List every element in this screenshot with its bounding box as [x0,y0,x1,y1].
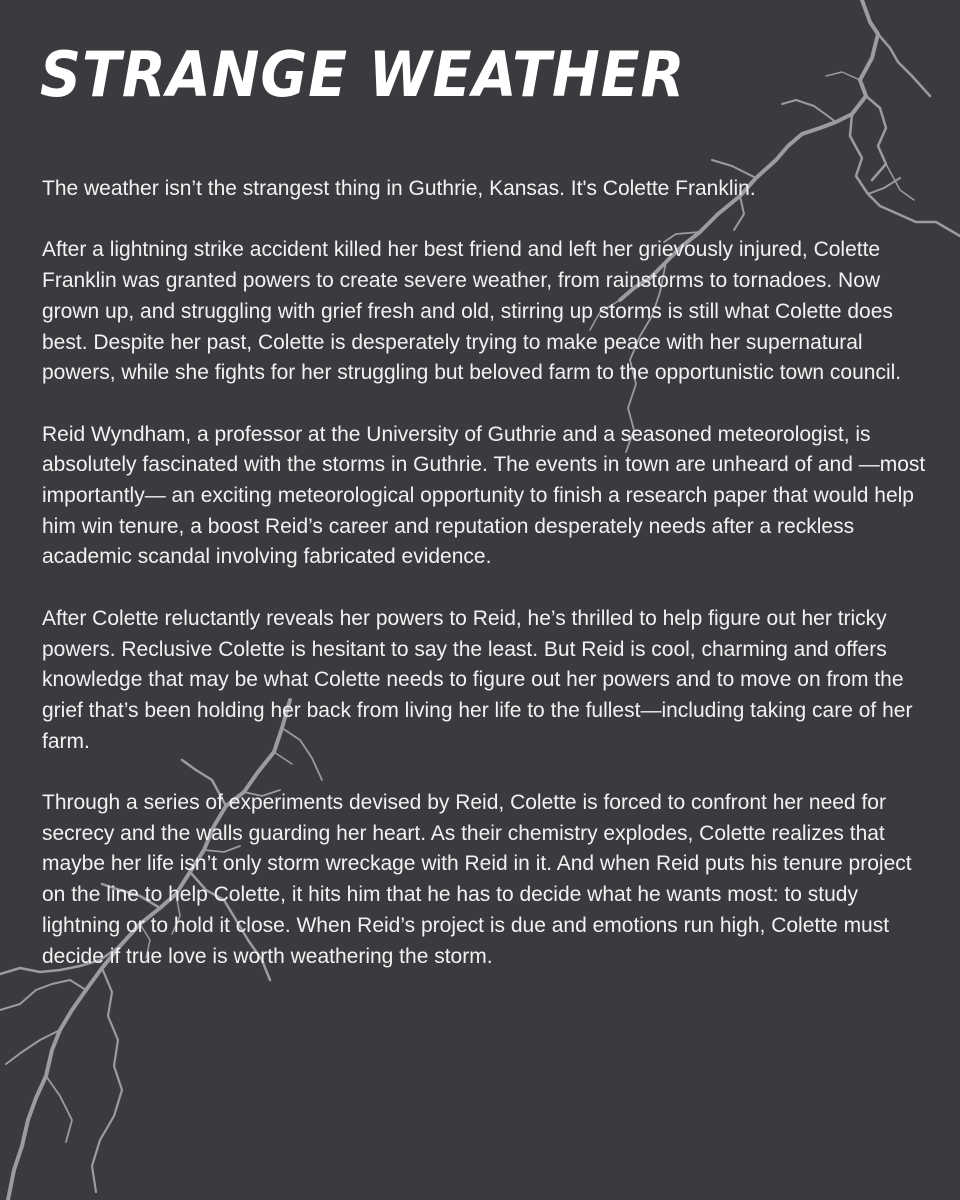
synopsis-body [42,174,928,972]
synopsis-paragraph-4: After Colette reluctantly reveals her powers to Reid, he’s thrilled to help figure out her tricky powers. Reclusive Colette is hesitant to say the least. But Reid is cool, charming and offers knowledge that may be what Colette needs to figure out her powers and to move on from the grief that’s been holding her back from living her life to the fullest—including taking care of her farm. [42,606,913,753]
page-title: STRANGE WEATHER [40,38,686,111]
synopsis-paragraph-5: Through a series of experiments devised by Reid, Colette is forced to confront her need for secrecy and the walls guarding her heart. As their chemistry explodes, Colette realizes that maybe her life isn’t only storm wreckage with Reid in it. And when Reid puts his tenure project on the line to help Colette, it hits him that he has to decide what he wants most: to study lightning or to hold it close. When Reid’s project is due and emotions run high, Colette must decide if true love is worth weathering the storm. [42,791,912,968]
synopsis-paragraph-1: The weather isn’t the strangest thing in Guthrie, Kansas. It's Colette Franklin. [42,177,756,200]
synopsis-paragraph-2: After a lightning strike accident killed her best friend and left her grievously injured, Colette Franklin was granted powers to create severe weather, from rainstorms to tornadoes. Now grown up, and struggling with grief fresh and old, stirring up storms is still what Colette does best. Despite her past, Colette is desperately trying to make peace with her supernatural powers, while she fights for her struggling but beloved farm to the opportunistic town council. [42,238,902,385]
synopsis-paragraph-3: Reid Wyndham, a professor at the University of Guthrie and a seasoned meteorologist, is absolutely fascinated with the storms in Guthrie. The events in town are unheard of and —most importantly— an exciting meteorological opportunity to finish a research paper that would help him win tenure, a boost Reid’s career and reputation desperately needs after a reckless academic scandal involving fabricated evidence. [42,422,926,569]
